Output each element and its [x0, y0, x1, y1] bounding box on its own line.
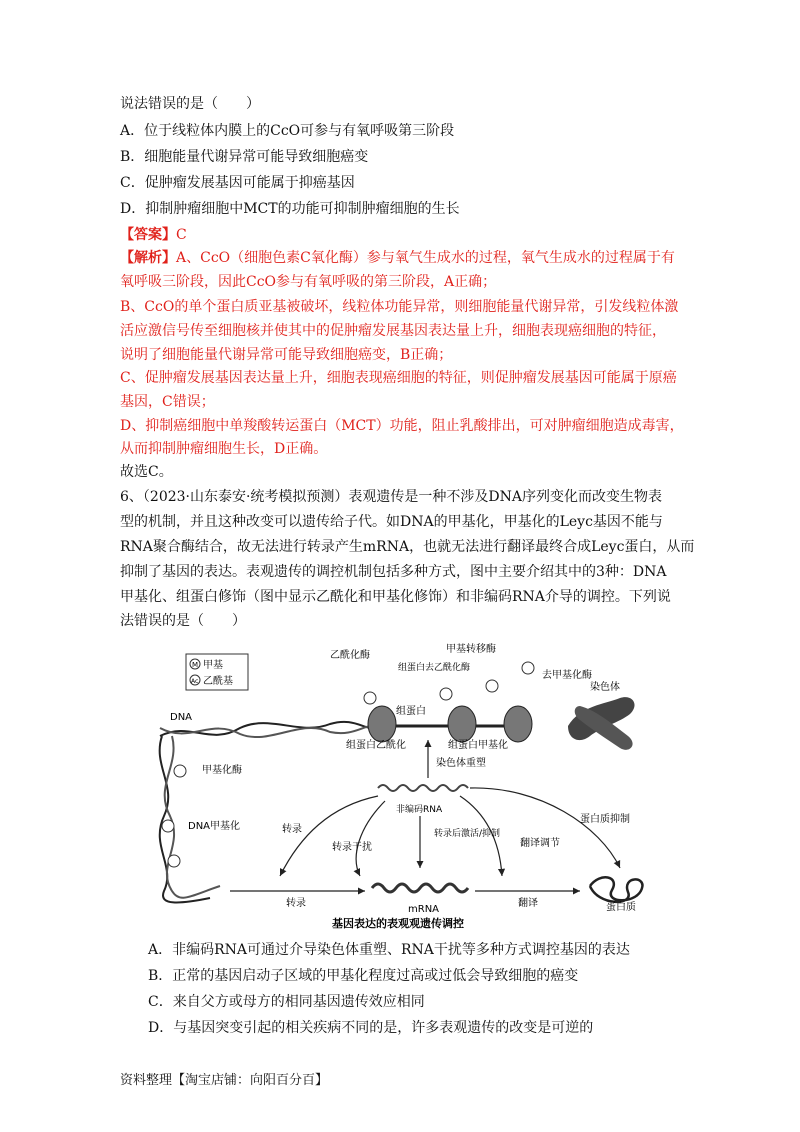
acetyl-mark-1	[364, 692, 376, 704]
histone-methylation-label: 组蛋白甲基化	[448, 740, 508, 751]
q5-conclusion: 故选C。	[120, 464, 173, 480]
protein-suppression-label: 蛋白质抑制	[580, 814, 630, 825]
transcription-interference-label: 转录干扰	[332, 842, 372, 853]
q6-stem-line-6: 法错误的是（ ）	[120, 613, 246, 629]
transcription-label-2: 转录	[286, 898, 306, 909]
q6-stem-line-3: RNA聚合酶结合，故无法进行转录产生mRNA，也就无法进行翻译最终合成Leyc蛋白，从而	[120, 539, 695, 555]
dna-methyl-mark-3	[168, 855, 180, 867]
q5-analysis-line-3: B、CcO的单个蛋白质亚基被破坏，线粒体功能异常，则细胞能量代谢异常，引发线粒体激	[120, 299, 679, 315]
dna-methylation-label: DNA甲基化	[188, 821, 241, 832]
demethylase-label: 去甲基化酶	[542, 670, 592, 681]
histone-acetylation-label: 组蛋白乙酰化	[346, 740, 406, 751]
q6-option-b: B．正常的基因启动子区域的甲基化程度过高或过低会导致细胞的癌变	[148, 968, 579, 984]
protein-label: 蛋白质	[606, 902, 636, 913]
q5-option-d: D．抑制肿瘤细胞中MCT的功能可抑制肿瘤细胞的生长	[120, 201, 460, 217]
methyltransferase-label: 甲基转移酶	[446, 644, 496, 655]
transcription-label-1: 转录	[282, 824, 302, 835]
q5-option-a: A．位于线粒体内膜上的CcO可参与有氧呼吸第三阶段	[120, 123, 455, 139]
q5-analysis-line-4: 活应激信号传至细胞核并使其中的促肿瘤发展基因表达量上升，细胞表现癌细胞的特征，	[120, 323, 666, 339]
q5-analysis-line-7: 基因，C错误；	[120, 394, 215, 410]
diagram-caption: 基因表达的表观观遗传调控	[332, 917, 464, 930]
translation-label: 翻译	[518, 898, 538, 909]
histone-deacetylase-label: 组蛋白去乙酰化酶	[398, 663, 471, 673]
legend-m-symbol: M	[192, 661, 199, 669]
q6-stem-line-2: 型的机制，并且这种改变可以遗传给子代。如DNA的甲基化，甲基化的Leyc基因不能与	[120, 514, 663, 530]
q5-answer	[120, 225, 187, 245]
dna-methyl-mark-2	[162, 820, 174, 832]
answer-value: C	[176, 227, 187, 243]
acetylase-label: 乙酰化酶	[330, 650, 370, 661]
post-transcription-label: 转录后激活/抑制	[434, 829, 501, 839]
nucleosome-2	[448, 706, 476, 742]
answer-tag: 【答案】	[120, 227, 176, 243]
q5-analysis-line-8: D、抑制癌细胞中单羧酸转运蛋白（MCT）功能，阻止乳酸排出，可对肿瘤细胞造成毒害，	[120, 418, 684, 434]
methylase-label: 甲基化酶	[202, 765, 242, 776]
q5-analysis-line-1	[120, 248, 675, 268]
dna-strand-top-2	[160, 726, 370, 737]
q6-stem-line-4: 抑制了基因的表达。表观遗传的调控机制包括多种方式，图中主要介绍其中的3种：DNA	[120, 564, 667, 580]
analysis-text: A、CcO（细胞色素C氧化酶）参与氧气生成水的过程，氧气生成水的过程属于有	[176, 250, 675, 266]
transcription-arrow-1	[280, 796, 378, 876]
methyl-mark-histone-3	[522, 662, 534, 674]
nucleosome-1	[368, 706, 396, 742]
nucleosome-3	[504, 706, 532, 742]
q6-stem-line-1: 6、（2023·山东泰安·统考模拟预测）表观遗传是一种不涉及DNA序列变化而改变生物表	[120, 489, 663, 505]
legend-ac-symbol: Ac	[191, 678, 199, 685]
analysis-tag: 【解析】	[120, 250, 176, 266]
epigenetic-regulation-diagram	[150, 636, 660, 931]
protein-coil	[590, 877, 642, 902]
q5-analysis-line-2: 氧呼吸三阶段，因此CcO参与有氧呼吸的第三阶段，A正确；	[120, 274, 497, 290]
interference-arrow	[356, 801, 385, 876]
histone-label: 组蛋白	[396, 706, 426, 717]
dna-strand-left-2	[165, 736, 220, 898]
mrna-strand	[372, 884, 468, 892]
q5-analysis-line-6: C、促肿瘤发展基因表达量上升，细胞表现癌细胞的特征，则促肿瘤发展基因可能属于原癌	[120, 370, 677, 386]
q5-option-b: B．细胞能量代谢异常可能导致细胞癌变	[120, 149, 369, 165]
q6-option-c: C．来自父方或母方的相同基因遗传效应相同	[148, 994, 425, 1010]
noncoding-rna-strand	[378, 785, 468, 791]
mrna-label: mRNA	[408, 904, 440, 915]
q5-analysis-line-9: 从而抑制肿瘤细胞生长，D正确。	[120, 441, 328, 457]
methyl-mark-histone-2	[486, 680, 498, 692]
q5-stem-tail: 说法错误的是（ ）	[120, 96, 260, 112]
legend-methyl-label: 甲基	[203, 660, 223, 671]
legend-acetyl-label: 乙酰基	[203, 676, 233, 687]
q6-stem-line-5: 甲基化、组蛋白修饰（图中显示乙酰化和甲基化修饰）和非编码RNA介导的调控。下列说	[120, 589, 671, 605]
noncoding-rna-label: 非编码RNA	[396, 805, 443, 815]
q5-option-c: C．促肿瘤发展基因可能属于抑癌基因	[120, 175, 355, 191]
translation-regulation-label: 翻译调节	[520, 838, 560, 849]
q6-option-a: A．非编码RNA可通过介导染色体重塑、RNA干扰等多种方式调控基因的表达	[148, 942, 630, 958]
methyl-mark-histone-1	[440, 688, 452, 700]
q6-option-d: D．与基因突变引起的相关疾病不同的是，许多表观遗传的改变是可逆的	[148, 1020, 594, 1036]
chromosome-label: 染色体	[590, 682, 620, 693]
page-footer: 资料整理【淘宝店铺：向阳百分百】	[120, 1073, 329, 1088]
q5-analysis-line-5: 说明了细胞能量代谢异常可能导致细胞癌变，B正确；	[120, 347, 453, 363]
protein-suppression-arrow	[470, 788, 620, 868]
dna-methyl-mark-1	[174, 765, 186, 777]
dna-label: DNA	[170, 712, 193, 723]
chromatin-remodeling-label: 染色体重塑	[436, 758, 486, 769]
